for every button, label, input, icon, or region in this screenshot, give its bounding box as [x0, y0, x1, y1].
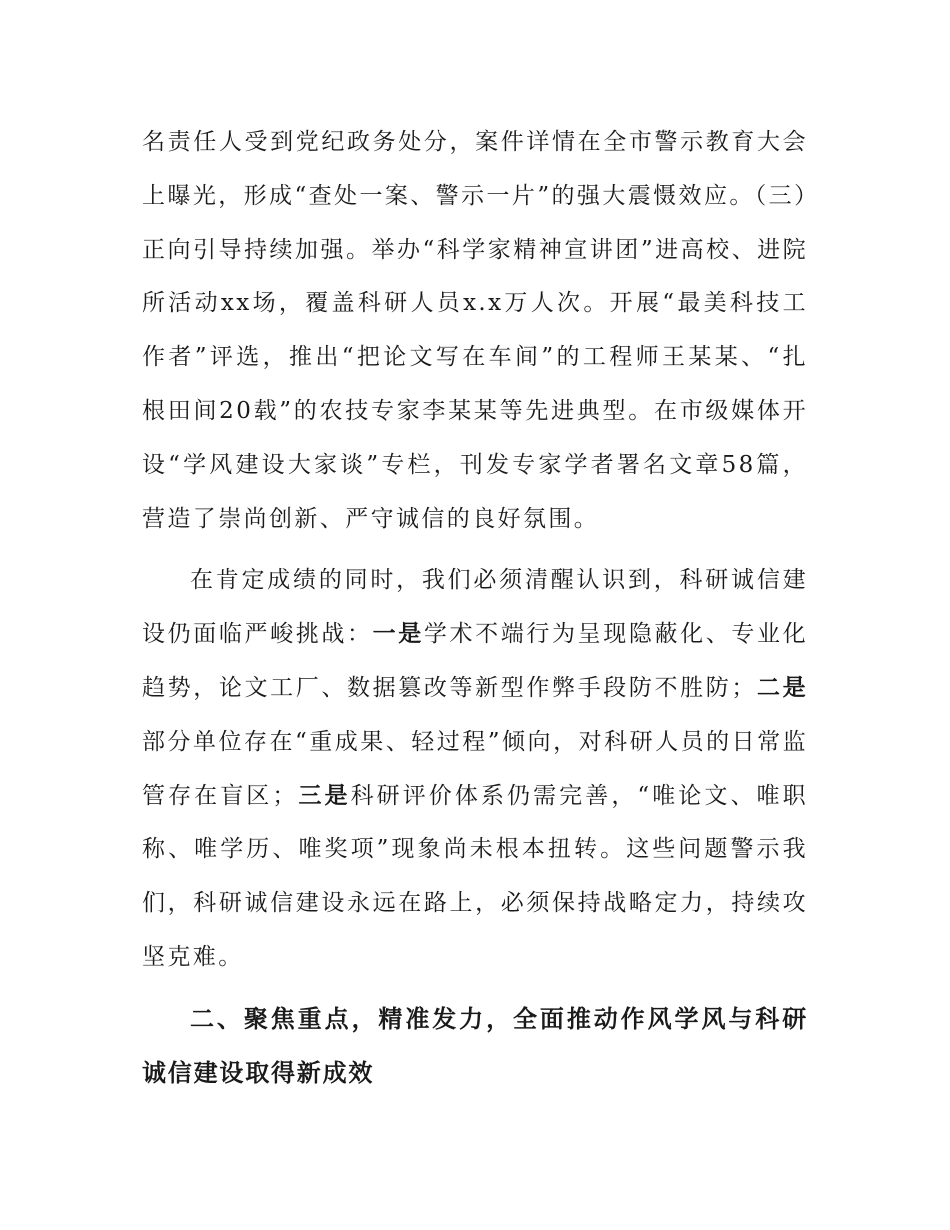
section-heading: 二、聚焦重点，精准发力，全面推动作风学风与科研诚信建设取得新成效: [142, 1004, 808, 1087]
document-body: [142, 116, 808, 1100]
challenge-text-1: 学术不端行为呈现隐蔽化、专业化趋势，论文工厂、数据篡改等新型作弊手段防不胜防；: [142, 621, 808, 701]
challenge-text-2: 部分单位存在“重成果、轻过程”倾向，对科研人员的日常监管存在盲区；: [142, 728, 808, 809]
paragraph-challenges: [142, 554, 808, 984]
challenge-label-1: 一是: [372, 621, 424, 648]
challenge-label-2: 二是: [756, 674, 808, 701]
challenges-intro: 在肯定成绩的同时，我们必须清醒认识到，科研诚信建设仍面临严峻挑战：: [142, 567, 808, 648]
challenge-text-3: 科研评价体系仍需完善，“唯论文、唯职称、唯学历、唯奖项”现象尚未根本扭转。这些问题警示我们，科研诚信建设永远在路上，必须保持战略定力，持续攻坚克难。: [142, 782, 808, 970]
challenge-label-3: 三是: [297, 782, 351, 809]
paragraph-results-continued: 名责任人受到党纪政务处分，案件详情在全市警示教育大会上曝光，形成“查处一案、警示一片”的强大震慑效应。（三）正向引导持续加强。举办“科学家精神宣讲团”进高校、进院所活动xx场，覆盖科研人员x.x万人次。开展“最美科技工作者”评选，推出“把论文写在车间”的工程师王某某、“扎根田间20载”的农技专家李某某等先进典型。在市级媒体开设“学风建设大家谈”专栏，刊发专家学者署名文章58篇，营造了崇尚创新、严守诚信的良好氛围。: [142, 129, 808, 532]
